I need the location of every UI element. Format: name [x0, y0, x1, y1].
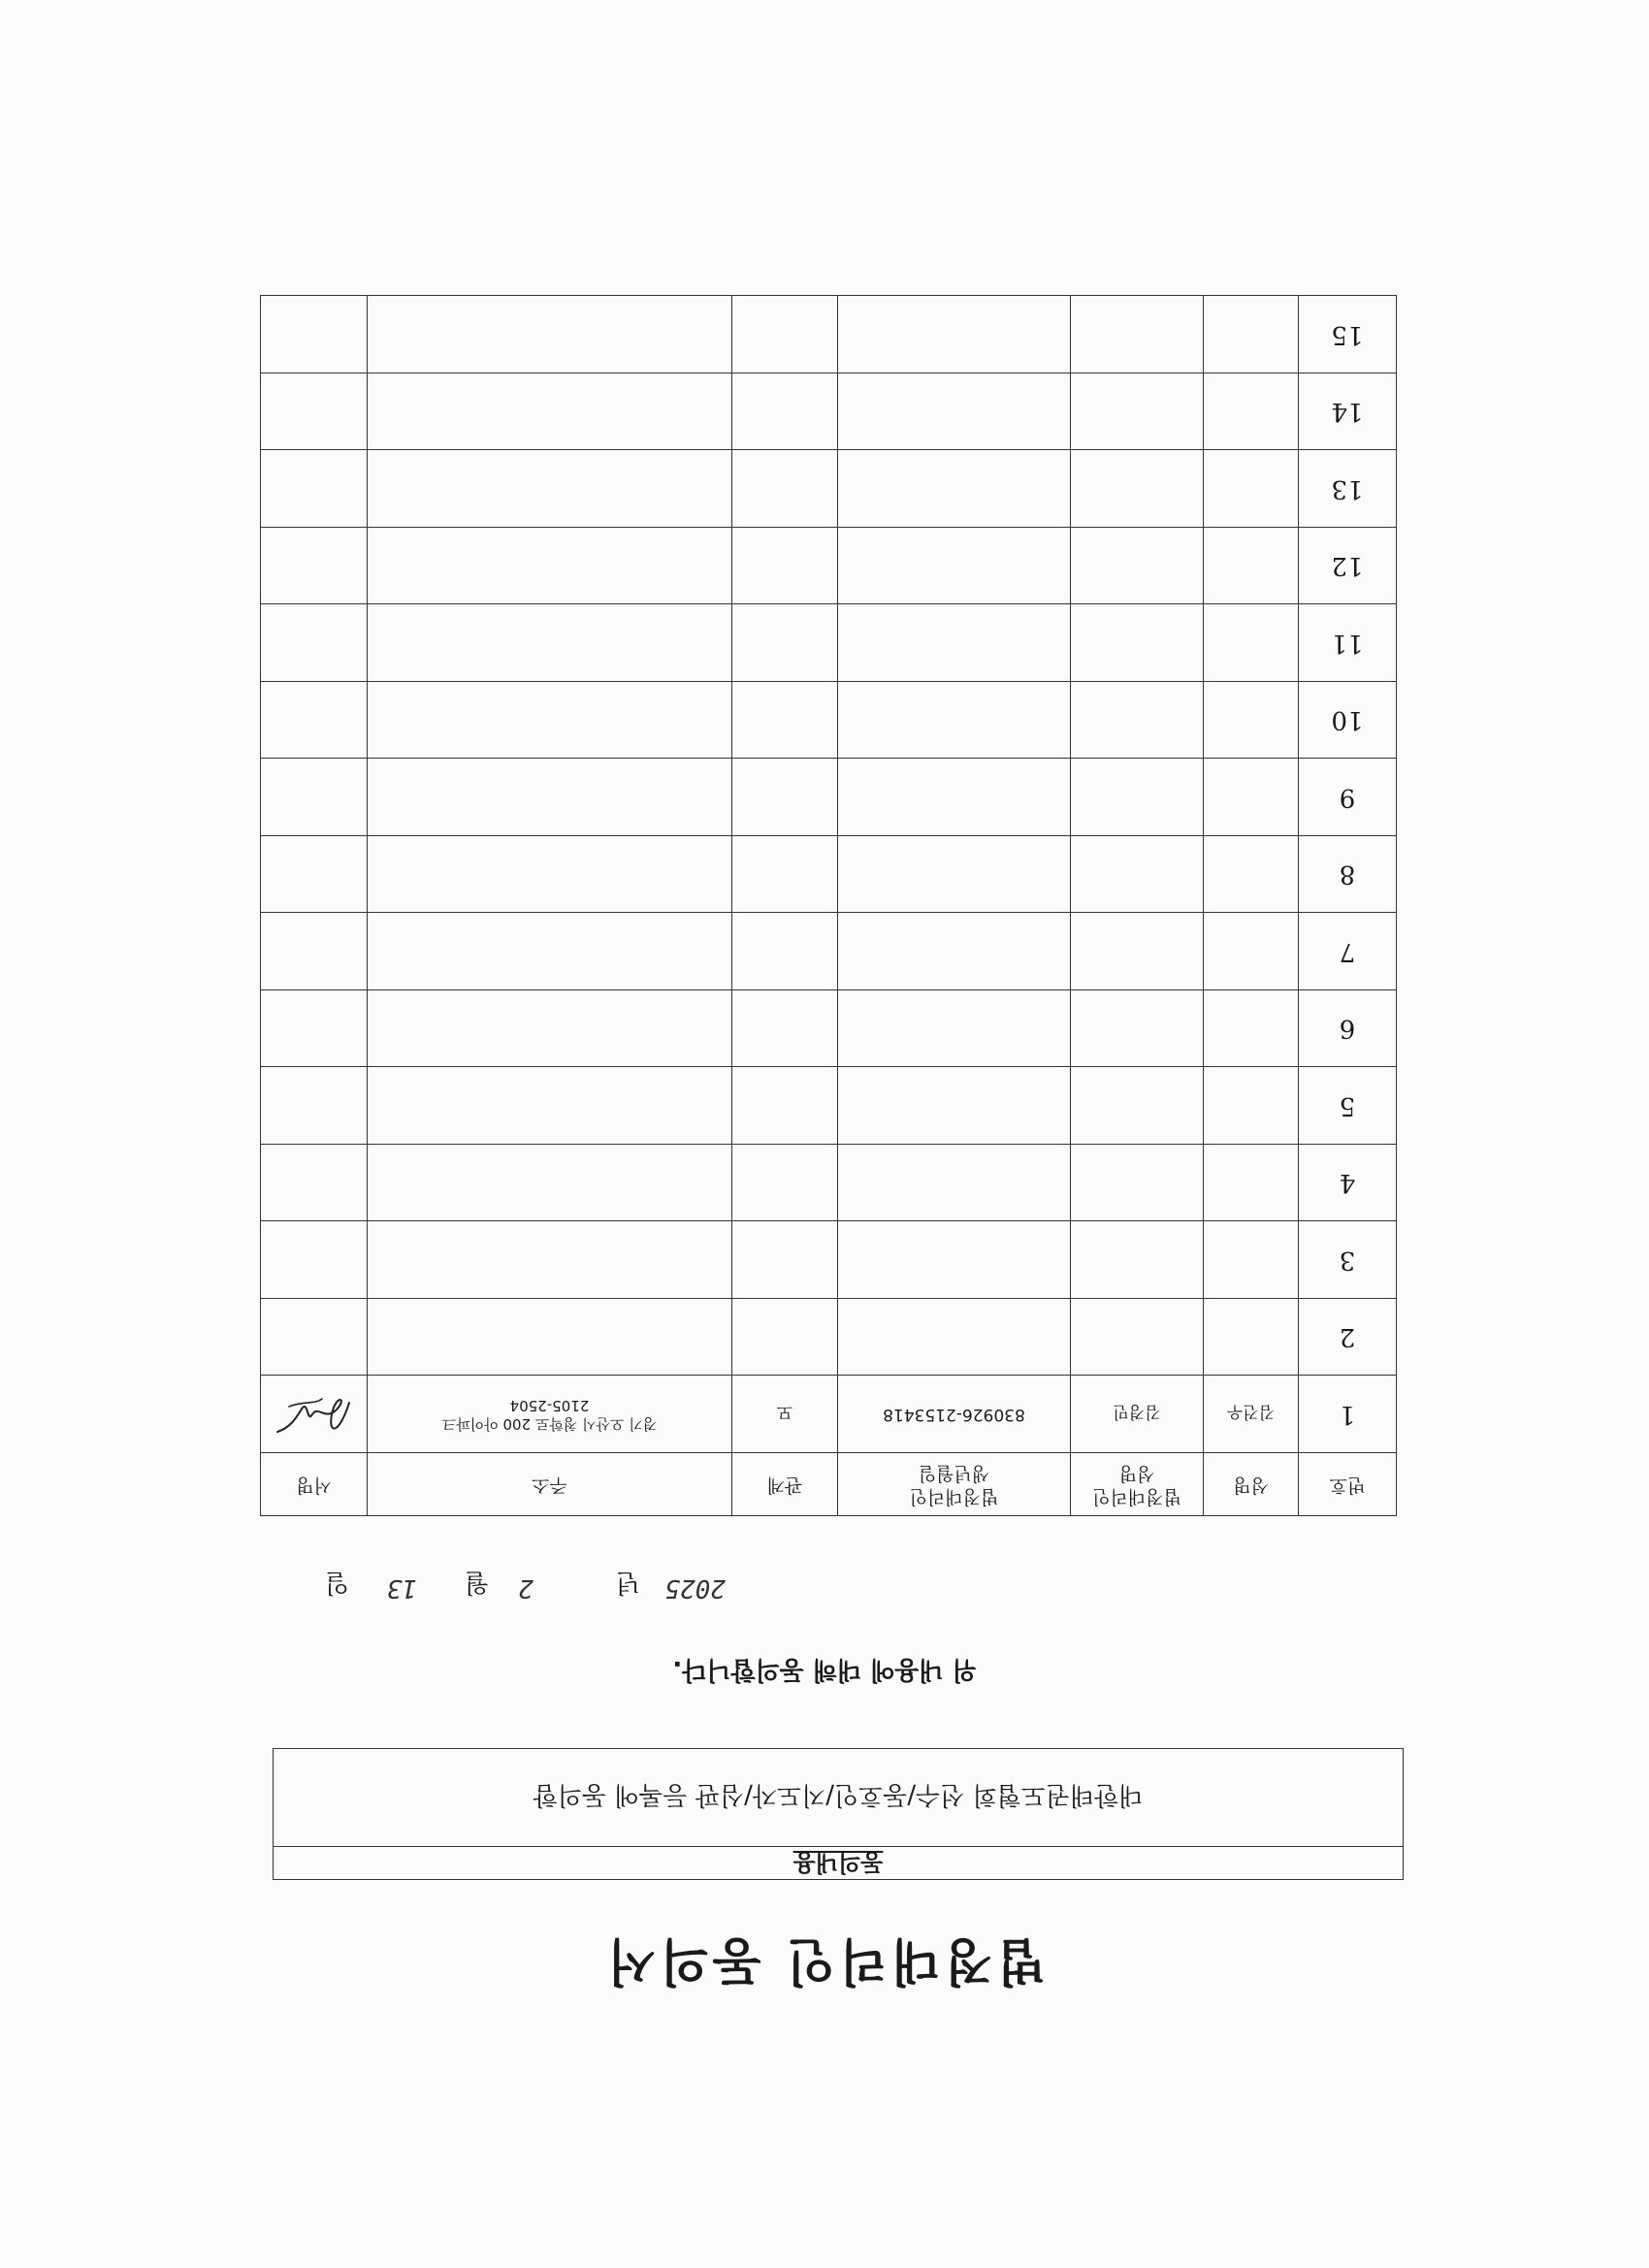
- cell-address: [368, 1067, 732, 1145]
- table-row: [261, 1145, 1397, 1222]
- cell-guardian-dob: [838, 990, 1071, 1068]
- table-row: [261, 1299, 1397, 1377]
- cell-relation: [732, 1221, 838, 1299]
- table-row: [261, 296, 1397, 373]
- cell-signature: [261, 759, 368, 836]
- cell-relation: [732, 296, 838, 373]
- cell-guardian-name: [1071, 913, 1204, 990]
- cell-name: 김건우: [1204, 1376, 1299, 1453]
- cell-guardian-dob: [838, 296, 1071, 373]
- cell-address: [368, 990, 732, 1068]
- header-name: 성명: [1204, 1453, 1299, 1516]
- cell-signature: [261, 604, 368, 682]
- cell-name: [1204, 373, 1299, 451]
- cell-guardian-name: [1071, 682, 1204, 760]
- agreement-statement: 위 내용에 대해 동의합니다.: [672, 1655, 977, 1684]
- cell-guardian-name: [1071, 1299, 1204, 1377]
- cell-guardian-name: [1071, 450, 1204, 528]
- cell-name: [1204, 450, 1299, 528]
- cell-signature: [261, 1299, 368, 1377]
- cell-number: 9: [1299, 759, 1397, 836]
- table-row: [261, 528, 1397, 605]
- header-relation: 관계: [732, 1453, 838, 1516]
- cell-guardian-dob: [838, 1299, 1071, 1377]
- cell-guardian-name: [1071, 296, 1204, 373]
- cell-number: 14: [1299, 373, 1397, 451]
- cell-number: 2: [1299, 1299, 1397, 1377]
- cell-guardian-dob: [838, 450, 1071, 528]
- header-number: 번호: [1299, 1453, 1397, 1516]
- date-month-unit: 월: [464, 1568, 489, 1597]
- cell-number: 1: [1299, 1376, 1397, 1453]
- cell-address: [368, 604, 732, 682]
- date-day-unit: 일: [324, 1568, 349, 1597]
- cell-relation: [732, 1145, 838, 1222]
- cell-number: 4: [1299, 1145, 1397, 1222]
- cell-relation: [732, 836, 838, 914]
- header-address: 주소: [368, 1453, 732, 1516]
- cell-signature: [261, 1145, 368, 1222]
- cell-name: [1204, 296, 1299, 373]
- cell-guardian-dob: [838, 1221, 1071, 1299]
- header-guardian-dob: 법정대리인 생년월일: [838, 1453, 1071, 1516]
- cell-address: [368, 836, 732, 914]
- table-row: [261, 836, 1397, 914]
- table-body: [261, 296, 1397, 1453]
- cell-guardian-dob: [838, 759, 1071, 836]
- cell-guardian-name: [1071, 373, 1204, 451]
- cell-number: 5: [1299, 1067, 1397, 1145]
- cell-signature: [261, 1067, 368, 1145]
- cell-address: [368, 1221, 732, 1299]
- cell-guardian-name: 김경민: [1071, 1376, 1204, 1453]
- table-row: [261, 913, 1397, 990]
- cell-number: 12: [1299, 528, 1397, 605]
- consent-box: [273, 1748, 1404, 1880]
- cell-signature: [261, 296, 368, 373]
- cell-relation: [732, 373, 838, 451]
- cell-guardian-dob: [838, 836, 1071, 914]
- header-guardian-name: 법정대리인 성명: [1071, 1453, 1204, 1516]
- table-header-row: [261, 1453, 1397, 1516]
- header-signature: 서명: [261, 1453, 368, 1516]
- cell-number: 8: [1299, 836, 1397, 914]
- cell-address: [368, 1299, 732, 1377]
- cell-name: [1204, 759, 1299, 836]
- cell-guardian-name: [1071, 836, 1204, 914]
- cell-relation: [732, 1299, 838, 1377]
- cell-guardian-dob: [838, 373, 1071, 451]
- table-row: [261, 990, 1397, 1068]
- cell-guardian-name: [1071, 1221, 1204, 1299]
- cell-relation: [732, 604, 838, 682]
- table-row: [261, 1067, 1397, 1145]
- cell-guardian-dob: [838, 1145, 1071, 1222]
- cell-address: 경기 오산시 청학로 200 아이파크 2105-2504: [368, 1376, 732, 1453]
- cell-number: 13: [1299, 450, 1397, 528]
- table-row: [261, 1376, 1397, 1453]
- cell-guardian-name: [1071, 528, 1204, 605]
- cell-name: [1204, 1145, 1299, 1222]
- cell-number: 11: [1299, 604, 1397, 682]
- cell-signature: [261, 1221, 368, 1299]
- cell-address: [368, 450, 732, 528]
- cell-signature: [261, 528, 368, 605]
- cell-number: 7: [1299, 913, 1397, 990]
- cell-guardian-name: [1071, 1145, 1204, 1222]
- cell-name: [1204, 1067, 1299, 1145]
- cell-signature: [261, 450, 368, 528]
- cell-relation: 모: [732, 1376, 838, 1453]
- cell-name: [1204, 682, 1299, 760]
- cell-guardian-dob: [838, 682, 1071, 760]
- cell-guardian-name: [1071, 990, 1204, 1068]
- table-row: [261, 373, 1397, 451]
- cell-number: 15: [1299, 296, 1397, 373]
- date-year: 2025: [664, 1573, 726, 1603]
- cell-guardian-name: [1071, 759, 1204, 836]
- cell-guardian-name: [1071, 604, 1204, 682]
- cell-number: 3: [1299, 1221, 1397, 1299]
- cell-name: [1204, 604, 1299, 682]
- table-row: [261, 1221, 1397, 1299]
- cell-name: [1204, 836, 1299, 914]
- cell-relation: [732, 1067, 838, 1145]
- document-title: 법정대리인 동의서: [603, 1931, 1046, 1990]
- cell-address: [368, 528, 732, 605]
- cell-relation: [732, 990, 838, 1068]
- cell-address: [368, 296, 732, 373]
- cell-relation: [732, 759, 838, 836]
- handwritten-signature: [271, 1385, 358, 1443]
- cell-relation: [732, 450, 838, 528]
- table-row: [261, 682, 1397, 760]
- cell-address: [368, 682, 732, 760]
- cell-address: [368, 1145, 732, 1222]
- cell-address: [368, 759, 732, 836]
- cell-name: [1204, 990, 1299, 1068]
- cell-signature: [261, 836, 368, 914]
- cell-relation: [732, 913, 838, 990]
- cell-name: [1204, 1299, 1299, 1377]
- cell-guardian-dob: [838, 913, 1071, 990]
- cell-guardian-dob: [838, 604, 1071, 682]
- cell-guardian-dob: [838, 1067, 1071, 1145]
- guardian-table-wrapper: [261, 296, 1397, 1517]
- cell-name: [1204, 528, 1299, 605]
- cell-address: [368, 913, 732, 990]
- consent-header: [274, 1846, 1403, 1879]
- cell-name: [1204, 1221, 1299, 1299]
- cell-guardian-dob: [838, 528, 1071, 605]
- consent-header-label: 동의내용: [792, 1849, 884, 1876]
- date-day: 13: [386, 1573, 417, 1603]
- cell-signature: [261, 373, 368, 451]
- consent-body: 대한태권도협회 선수/동호인/지도자/심판 등록에 동의함: [533, 1780, 1144, 1810]
- cell-address: [368, 373, 732, 451]
- date-year-unit: 년: [615, 1568, 640, 1597]
- guardian-table: [260, 296, 1397, 1517]
- cell-guardian-name: [1071, 1067, 1204, 1145]
- cell-signature: [261, 1376, 368, 1453]
- date-month: 2: [518, 1573, 534, 1603]
- cell-relation: [732, 528, 838, 605]
- cell-signature: [261, 913, 368, 990]
- cell-number: 6: [1299, 990, 1397, 1068]
- cell-name: [1204, 913, 1299, 990]
- cell-signature: [261, 990, 368, 1068]
- table-row: [261, 604, 1397, 682]
- cell-relation: [732, 682, 838, 760]
- cell-number: 10: [1299, 682, 1397, 760]
- cell-guardian-dob: 830926-2153418: [838, 1376, 1071, 1453]
- table-row: [261, 450, 1397, 528]
- cell-signature: [261, 682, 368, 760]
- table-row: [261, 759, 1397, 836]
